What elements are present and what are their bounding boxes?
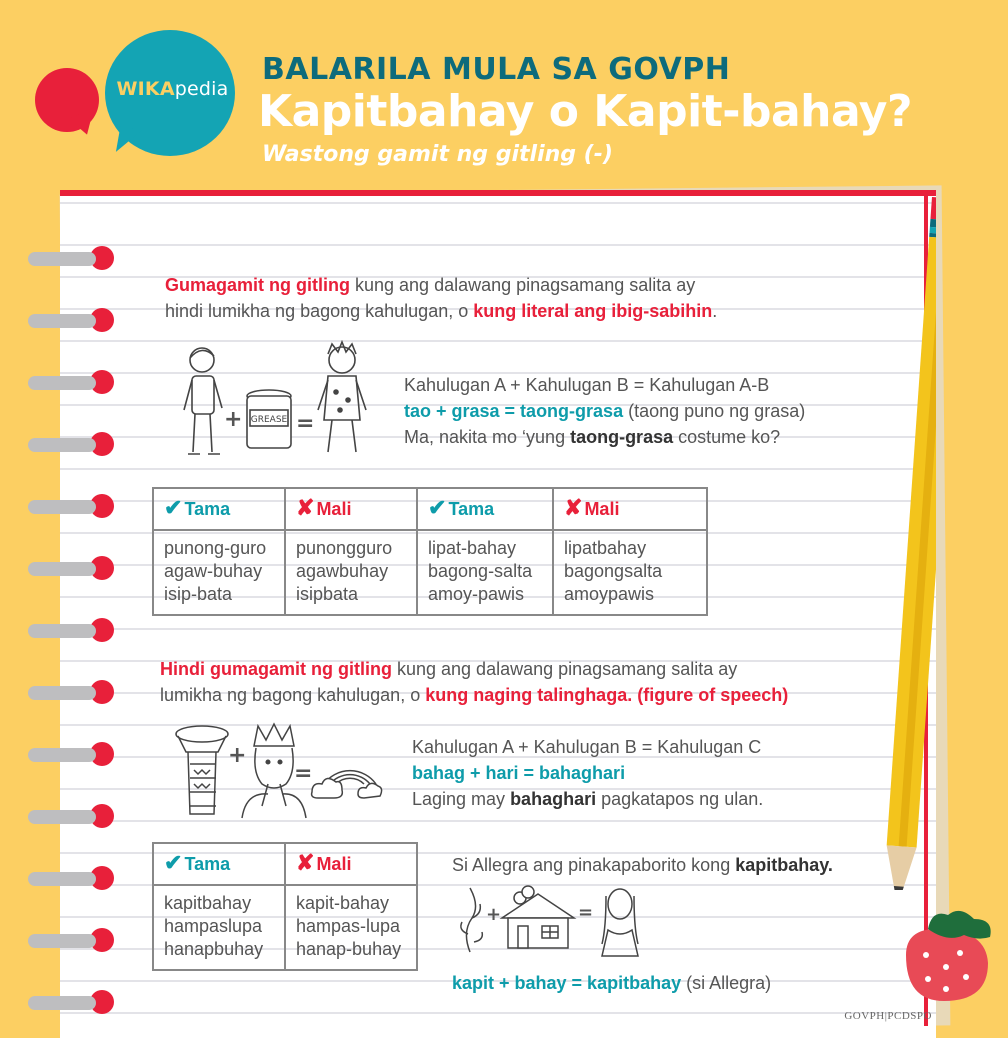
strawberry-eraser-icon [898,905,998,1005]
svg-text:=: = [294,761,313,786]
x-icon: ✘ [564,495,583,520]
ring-bar [28,686,96,700]
word-list: punong-guro agaw-buhay isip-bata [153,530,285,615]
svg-text:GREASE: GREASE [250,415,288,425]
teal-speech-bubble-tail [116,126,142,155]
section1-example: Kahulugan A + Kahulugan B = Kahulugan A-B tao + grasa = taong-grasa (taong puno ng grasa) Ma, nakita mo ‘yung taong-grasa costume ko? [404,375,806,447]
taong-grasa-illustration [180,340,380,465]
svg-text:+: + [228,743,247,768]
page-title: Kapitbahay o Kapit-bahay? [258,86,913,137]
ring-bar [28,996,96,1010]
section1-intro: Gumagamit ng gitling kung ang dalawang pinagsamang salita ay hindi lumikha ng bagong kahulugan, o kung literal ang ibig-sabihin. [165,275,718,321]
tama-mali-table-1 [152,487,708,616]
svg-text:=: = [578,902,594,923]
x-icon: ✘ [296,495,315,520]
word-list: lipatbahay bagongsalta amoypawis [553,530,707,615]
ring-bar [28,934,96,948]
svg-text:=: = [296,411,315,436]
section2-intro: Hindi gumagamit ng gitling kung ang dalawang pinagsamang salita ay lumikha ng bagong kahulugan, o kung naging talinghaga. (figure of speech) [160,659,789,705]
bahag-icon [176,726,228,814]
ring-bar [28,376,96,390]
credit-text: GOVPH|PCDSPO [844,1010,932,1022]
man-icon [184,348,222,454]
house-icon [502,886,574,948]
ring-bar [28,438,96,452]
allegra-icon [602,889,638,956]
kapitbahay-illustration [456,882,656,958]
ring-bar [28,252,96,266]
bahaghari-illustration [172,722,384,822]
mali-header: ✘ Mali [553,488,707,530]
ring-bar [28,748,96,762]
section2-example: Kahulugan A + Kahulugan B = Kahulugan C bahag + hari = bahaghari Laging may bahaghari pagkatapos ng ulan. [412,737,764,809]
header-subtitle: BALARILA MULA SA GOVPH [262,52,731,87]
rainbow-icon [312,771,382,798]
x-icon: ✘ [296,850,315,875]
svg-text:+: + [224,407,243,432]
ring-bar [28,872,96,886]
tama-header: ✔ Tama [417,488,553,530]
ring-bar [28,500,96,514]
tama-header: ✔ Tama [153,488,285,530]
word-list: kapitbahay hampaslupa hanapbuhay [153,885,285,970]
word-list: punongguro agawbuhay isipbata [285,530,417,615]
ring-bar [28,314,96,328]
mali-header: ✘ Mali [285,488,417,530]
word-list: lipat-bahay bagong-salta amoy-pawis [417,530,553,615]
wikapedia-logo: WIKApedia [116,78,229,100]
ring-bar [28,624,96,638]
greasy-man-icon [318,342,366,452]
tama-mali-table-2 [152,842,418,971]
vine-icon [461,888,482,952]
svg-text:+: + [486,904,502,925]
check-icon: ✔ [164,850,183,875]
ring-bar [28,562,96,576]
check-icon: ✔ [428,495,447,520]
ring-bar [28,810,96,824]
word-list: kapit-bahay hampas-lupa hanap-buhay [285,885,417,970]
tama-header: ✔ Tama [153,843,285,885]
check-icon: ✔ [164,495,183,520]
section3-sentence: Si Allegra ang pinakapaborito kong kapitbahay. [452,855,833,875]
pencil-icon [876,190,936,890]
mali-header: ✘ Mali [285,843,417,885]
header-tagline: Wastong gamit ng gitling (-) [262,142,613,167]
section3-example: kapit + bahay = kapitbahay (si Allegra) [452,973,772,993]
